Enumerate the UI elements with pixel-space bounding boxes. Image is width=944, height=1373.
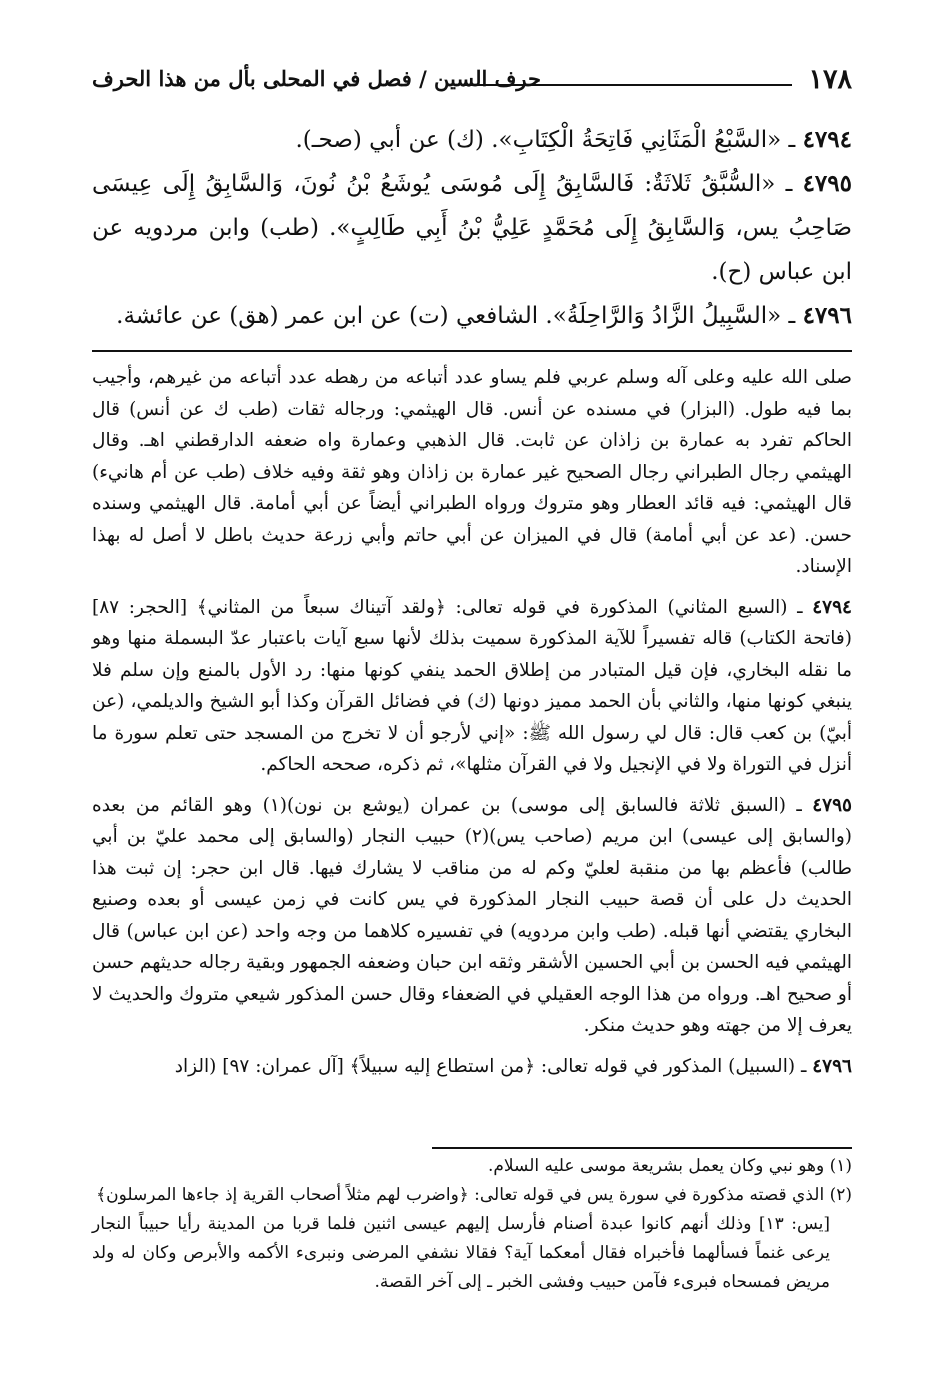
commentary-text: (السبق ثلاثة فالسابق إلى موسى) بن عمران (يوشع بن نون)(١) وهو القائم من بعده (والسابق إلى عيسى) ابن مريم (صاحب يس)(٢) حبيب النجار (والسابق إلى محمد عليّ بن أبي طالب) فأعظم بها من منقبة لعليّ وكم له من مناقب لا يشارك فيها. قال ابن حجر: إن ثبت هذا الحديث دل على أن قصة حبيب النجار المذكورة في يس كانت في زمن عيسى أو بعده وصنيع البخاري يقتضي أنها قبله. (طب وابن مردويه) في تفسيره كلاهما من وجه واحد (عن ابن عباس) قال الهيثمي فيه الحسن بن أبي الحسين الأشقر وثقه ابن حبان وضعفه الجمهور وبقية رجاله حديثهم حسن أو صحيح اهـ. ورواه من هذا الوجه العقيلي في الضعفاء وقال حسن المذكور شيعي متروك والحديث لا يعرف إلا من جهته وهو حديث منكر. bbox=[92, 794, 852, 1036]
commentary-paragraph: ٤٧٩٥ ـ (السبق ثلاثة فالسابق إلى موسى) بن عمران (يوشع بن نون)(١) وهو القائم من بعده (والسابق إلى عيسى) ابن مريم (صاحب يس)(٢) حبيب النجار (والسابق إلى محمد عليّ بن أبي طالب) فأعظم بها من منقبة لعليّ وكم له من مناقب لا يشارك فيها. قال ابن حجر: إن ثبت هذا الحديث دل على أن قصة حبيب النجار المذكورة في يس كانت في زمن عيسى أو بعده وصنيع البخاري يقتضي أنها قبله. (طب وابن مردويه) في تفسيره كلاهما من وجه واحد (عن ابن عباس) قال الهيثمي فيه الحسن بن أبي الحسين الأشقر وثقه ابن حبان وضعفه الجمهور وبقية رجاله حديثهم حسن أو صحيح اهـ. ورواه من هذا الوجه العقيلي في الضعفاء وقال حسن المذكور شيعي متروك والحديث لا يعرف إلا من جهته وهو حديث منكر. bbox=[92, 794, 852, 1036]
commentary-text: (السبيل) المذكور في قوله تعالى: ﴿من استطاع إليه سبيلاً﴾ [آل عمران: ٩٧] (الزاد bbox=[174, 1055, 796, 1077]
hadith-entry: ٤٧٩٤ ـ «السَّبْعُ الْمَثَانِي فَاتِحَةُ الْكِتَابِ». (ك) عن أبي (صحـ). bbox=[295, 126, 852, 153]
footnote: (٢) الذي قصته مذكورة في سورة يس في قوله تعالى: ﴿واضرب لهم مثلاً أصحاب القرية إذ جاءها المرسلون﴾ bbox=[96, 1185, 852, 1205]
footnotes bbox=[92, 1152, 852, 1297]
commentary-number: ٤٧٩٦ bbox=[812, 1055, 852, 1077]
hadith-text: «السَّبِيلُ الزَّادُ وَالرَّاحِلَةُ». الشافعي (ت) عن ابن عمر (هق) عن عائشة. bbox=[116, 303, 782, 329]
hadith-text: «السُّبَّقُ ثَلاثَةٌ: فَالسَّابِقُ إِلَى مُوسَى يُوشَعُ بْنُ نُونَ، وَالسَّابِقُ إِلَى عِيسَى صَاحِبُ يس، وَالسَّابِقُ إِلَى مُحَمَّدٍ عَلِيُّ بْنُ أَبِي طَالِبٍ». (طب) وابن مردويه عن ابن عباس (ح). bbox=[92, 171, 852, 285]
hadith-number: ٤٧٩٦ bbox=[802, 302, 852, 329]
footnote-separator bbox=[432, 1147, 852, 1149]
hadith-number: ٤٧٩٥ bbox=[802, 170, 852, 197]
commentary-text: (السبع المثاني) المذكورة في قوله تعالى: ﴿ولقد آتيناك سبعاً من المثاني﴾ [الحجر: ٨٧] (فاتحة الكتاب) قاله تفسيراً للآية المذكورة سميت بذلك لأنها سبع آيات باعتبار عدّ البسملة منها وهو ما نقله البخاري، فإن قيل المتبادر من إطلاق الحمد ينفي كونها منها: رد الأول بالمنع وإن سلم فلا ينبغي كونها منها، والثاني بأن الحمد مميز دونها (ك) في فضائل القرآن وكذا أبو الشيخ والديلمي، (عن أبيّ) بن كعب قال: قال لي رسول الله ﷺ: «إني لأرجو أن لا تخرج من المسجد حتى تعلم سورة ما أنزل في التوراة ولا في الإنجيل ولا في القرآن مثلها»، ثم ذكره، صححه الحاكم. bbox=[92, 596, 852, 775]
hadith-text: «السَّبْعُ الْمَثَانِي فَاتِحَةُ الْكِتَابِ». (ك) عن أبي (صحـ). bbox=[295, 127, 782, 153]
commentary-number: ٤٧٩٤ bbox=[812, 596, 852, 618]
commentary-section bbox=[92, 362, 852, 1091]
commentary-paragraph bbox=[92, 362, 852, 583]
main-separator bbox=[92, 350, 852, 352]
commentary-paragraph: ٤٧٩٦ ـ (السبيل) المذكور في قوله تعالى: ﴿من استطاع إليه سبيلاً﴾ [آل عمران: ٩٧] (الزاد bbox=[174, 1055, 852, 1077]
footnote-continuation: [يس: ١٣] وذلك أنهم كانوا عبدة أصنام فأرسل إليهم عيسى اثنين فلما قربا من المدينة رأيا حبيباً النجار يرعى غنماً فسألهما فأخبراه فقال أمعكما آية؟ فقالا نشفي المرضى ونبرىء الأكمه والأبرص وكان له ولد مريض فمسحاه فبرىء فآمن حبيب وفشى الخبر ـ إلى آخر القصة. bbox=[92, 1214, 830, 1292]
page-header bbox=[92, 60, 852, 100]
commentary-paragraph: ٤٧٩٤ ـ (السبع المثاني) المذكورة في قوله تعالى: ﴿ولقد آتيناك سبعاً من المثاني﴾ [الحجر: ٨٧] (فاتحة الكتاب) قاله تفسيراً للآية المذكورة سميت بذلك لأنها سبع آيات باعتبار عدّ البسملة منها وهو ما نقله البخاري، فإن قيل المتبادر من إطلاق الحمد ينفي كونها منها: رد الأول بالمنع وإن سلم فلا ينبغي كونها منها، والثاني بأن الحمد مميز دونها (ك) في فضائل القرآن وكذا أبو الشيخ والديلمي، (عن أبيّ) بن كعب قال: قال لي رسول الله ﷺ: «إني لأرجو أن لا تخرج من المسجد حتى تعلم سورة ما أنزل في التوراة ولا في الإنجيل ولا في القرآن مثلها»، ثم ذكره، صححه الحاكم. bbox=[92, 596, 852, 775]
hadith-texts bbox=[92, 118, 852, 338]
running-title: حرف السين / فصل في المحلى بأل من هذا الحرف bbox=[92, 66, 541, 91]
hadith-entry: ٤٧٩٥ ـ «السُّبَّقُ ثَلاثَةٌ: فَالسَّابِقُ إِلَى مُوسَى يُوشَعُ بْنُ نُونَ، وَالسَّابِقُ إِلَى عِيسَى صَاحِبُ يس، وَالسَّابِقُ إِلَى مُحَمَّدٍ عَلِيُّ بْنُ أَبِي طَالِبٍ». (طب) وابن مردويه عن ابن عباس (ح). bbox=[92, 170, 852, 285]
footnote: (١) وهو نبي وكان يعمل بشريعة موسى عليه السلام. bbox=[487, 1156, 852, 1176]
hadith-entry: ٤٧٩٦ ـ «السَّبِيلُ الزَّادُ وَالرَّاحِلَةُ». الشافعي (ت) عن ابن عمر (هق) عن عائشة. bbox=[116, 302, 852, 329]
page-number: ١٧٨ bbox=[808, 64, 852, 95]
commentary-text: صلى الله عليه وعلى آله وسلم عربي فلم يساو عدد أتباعه من رهطه عدد أتباعه من غيرهم، وأجيب بما فيه طول. (البزار) في مسنده عن أنس. قال الهيثمي: ورجاله ثقات (طب ك عن أنس) قال الحاكم تفرد به عمارة بن زاذان عن ثابت. قال الذهبي وعمارة واه ضعفه الدارقطني اهـ. وقال الهيثمي رجال الطبراني رجال الصحيح غير عمارة بن زاذان وهو ثقة وفيه خلاف (طب عن أم هانيء) قال الهيثمي: فيه قائد العطار وهو متروك ورواه الطبراني أيضاً عن أبي أمامة. قال الهيثمي وسنده حسن. (عد عن أبي أمامة) قال في الميزان عن أبي حاتم وأبي زرعة حديث باطل لا أصل له بهذا الإسناد. bbox=[92, 367, 852, 577]
hadith-number: ٤٧٩٤ bbox=[802, 126, 852, 153]
commentary-number: ٤٧٩٥ bbox=[812, 794, 852, 816]
